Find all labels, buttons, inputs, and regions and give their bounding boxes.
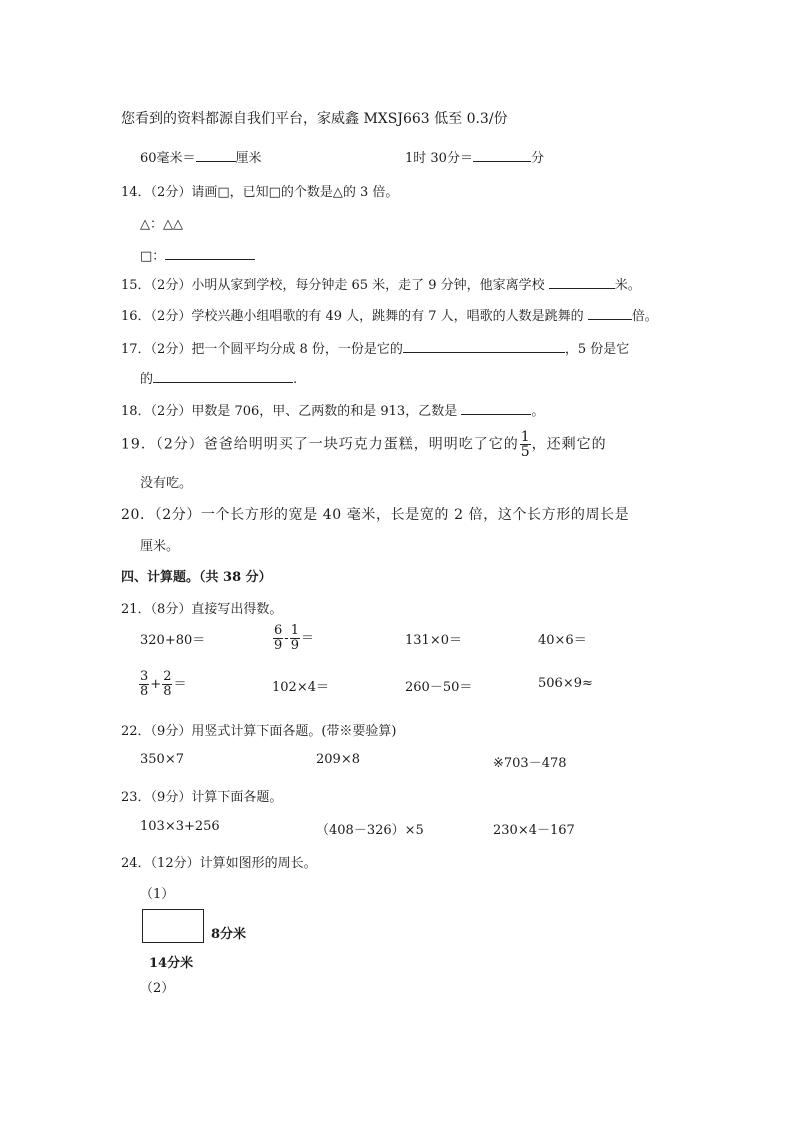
q21-frac1-a-den: 9 [274, 638, 283, 653]
q18-end: 。 [531, 404, 545, 419]
q21-frac1-b [290, 624, 300, 653]
q21-frac2-a [139, 670, 149, 699]
q19-text: 19．（2分）爸爸给明明买了一块巧克力蛋糕，明明吃了它的 [121, 436, 519, 453]
q21-frac-expr-2 [138, 670, 186, 699]
q23-item-1: 103×3+256 [140, 819, 220, 834]
q24-title: 24．（12分）计算如图形的周长。 [121, 856, 317, 871]
q13-right-text: 1时 30分＝ [405, 151, 473, 166]
q18 [121, 400, 544, 419]
q20-text: 20．（2分）一个长方形的宽是 40 毫米，长是宽的 2 倍，这个长方形的周长是 [121, 507, 630, 523]
q14-squares [140, 245, 255, 264]
q21-frac2-b [162, 670, 172, 699]
q17-prefix: 的 [140, 372, 154, 387]
q21-frac1-b-num: 1 [290, 623, 299, 638]
q21-frac2-op: + [150, 677, 162, 692]
q19 [121, 430, 607, 459]
q22-title: 22．（9分）用竖式计算下面各题。(带※要验算) [121, 724, 397, 739]
rectangle-figure [142, 909, 204, 943]
q21-frac2-b-num: 2 [163, 669, 172, 684]
q19-line2: 没有吃。 [140, 476, 193, 491]
q21-frac2-a-den: 8 [140, 684, 149, 699]
q17-line2 [140, 368, 297, 387]
q19-frac-num: 1 [520, 429, 530, 445]
q22-item-3: ※703－478 [493, 756, 567, 771]
q15-blank[interactable] [549, 275, 615, 289]
q13-right-blank[interactable] [473, 148, 531, 162]
rect-bottom-label: 14分米 [149, 956, 194, 971]
q21-frac1-a [273, 624, 283, 653]
q24-part-2: （2） [140, 981, 175, 996]
q15-unit: 米。 [614, 278, 641, 293]
q21-frac2-a-num: 3 [140, 669, 149, 684]
q13-left-blank[interactable] [196, 148, 236, 162]
page-header: 您看到的资料都源自我们平台，家威鑫 MXSJ663 低至 0.3/份 [121, 111, 508, 127]
q21-r2c3: 260－50＝ [405, 680, 473, 695]
q23-item-3: 230×4－167 [493, 823, 575, 838]
q18-blank[interactable] [461, 401, 531, 415]
q17-blank-1[interactable] [403, 339, 565, 353]
q21-title: 21．（8分）直接写出得数。 [121, 602, 283, 617]
q13-left-text: 60毫米＝ [140, 151, 196, 166]
q21-frac1-b-den: 9 [290, 638, 299, 653]
q21-frac-expr-1 [272, 624, 314, 653]
q15-text: 15．（2分）小明从家到学校，每分钟走 65 米，走了 9 分钟，他家离学校 [121, 278, 545, 293]
q21-frac1-op: - [284, 631, 289, 646]
rect-side-label: 8分米 [211, 927, 247, 942]
q16-unit: 倍。 [631, 309, 658, 324]
q17-text: 17．（2分）把一个圆平均分成 8 份，一份是它的 [121, 342, 403, 357]
q23-title: 23．（9分）计算下面各题。 [121, 790, 283, 805]
q16-text: 16．（2分）学校兴趣小组唱歌的有 49 人，跳舞的有 7 人，唱歌的人数是跳舞的 [121, 309, 584, 324]
q22-item-1: 350×7 [140, 752, 184, 767]
q21-r1c4: 40×6＝ [538, 633, 587, 648]
q17 [121, 338, 629, 357]
q21-r2c2: 102×4＝ [272, 680, 329, 695]
q17-blank-2[interactable] [153, 369, 293, 383]
q13-left [140, 147, 262, 166]
q21-frac1-eq: ＝ [300, 631, 314, 646]
q21-r1c1: 320+80＝ [140, 633, 206, 648]
q14-triangles: △：△△ [140, 217, 183, 232]
q13-right-unit: 分 [530, 151, 544, 166]
q21-r2c4: 506×9≈ [538, 676, 593, 691]
q15 [121, 274, 641, 293]
q19-frac-den: 5 [520, 444, 530, 460]
q21-frac2-eq: ＝ [173, 677, 187, 692]
q13-right [405, 147, 544, 166]
q14-blank[interactable] [165, 246, 255, 260]
q17-mid: ，5 份是它 [564, 342, 630, 357]
q14-squares-label: □： [140, 249, 166, 264]
q24-part-1: （1） [140, 887, 175, 902]
q19-fraction [520, 430, 531, 459]
section-4-title: 四、计算题。（共 38 分） [121, 570, 272, 585]
q16 [121, 305, 658, 324]
q21-frac2-b-den: 8 [163, 684, 172, 699]
q21-frac1-a-num: 6 [274, 623, 283, 638]
q22-item-2: 209×8 [316, 752, 360, 767]
q19-after: ，还剩它的 [531, 436, 607, 453]
q13-left-unit: 厘米 [235, 151, 262, 166]
q18-text: 18．（2分）甲数是 706，甲、乙两数的和是 913，乙数是 [121, 404, 458, 419]
q17-end: . [293, 372, 298, 387]
q20-line2: 厘米。 [140, 539, 180, 554]
q14-text: 14．（2分）请画□，已知□的个数是△的 3 倍。 [121, 185, 399, 200]
q16-blank[interactable] [588, 306, 632, 320]
q21-r1c3: 131×0＝ [405, 633, 462, 648]
q23-item-2: （408－326）×5 [316, 823, 424, 838]
